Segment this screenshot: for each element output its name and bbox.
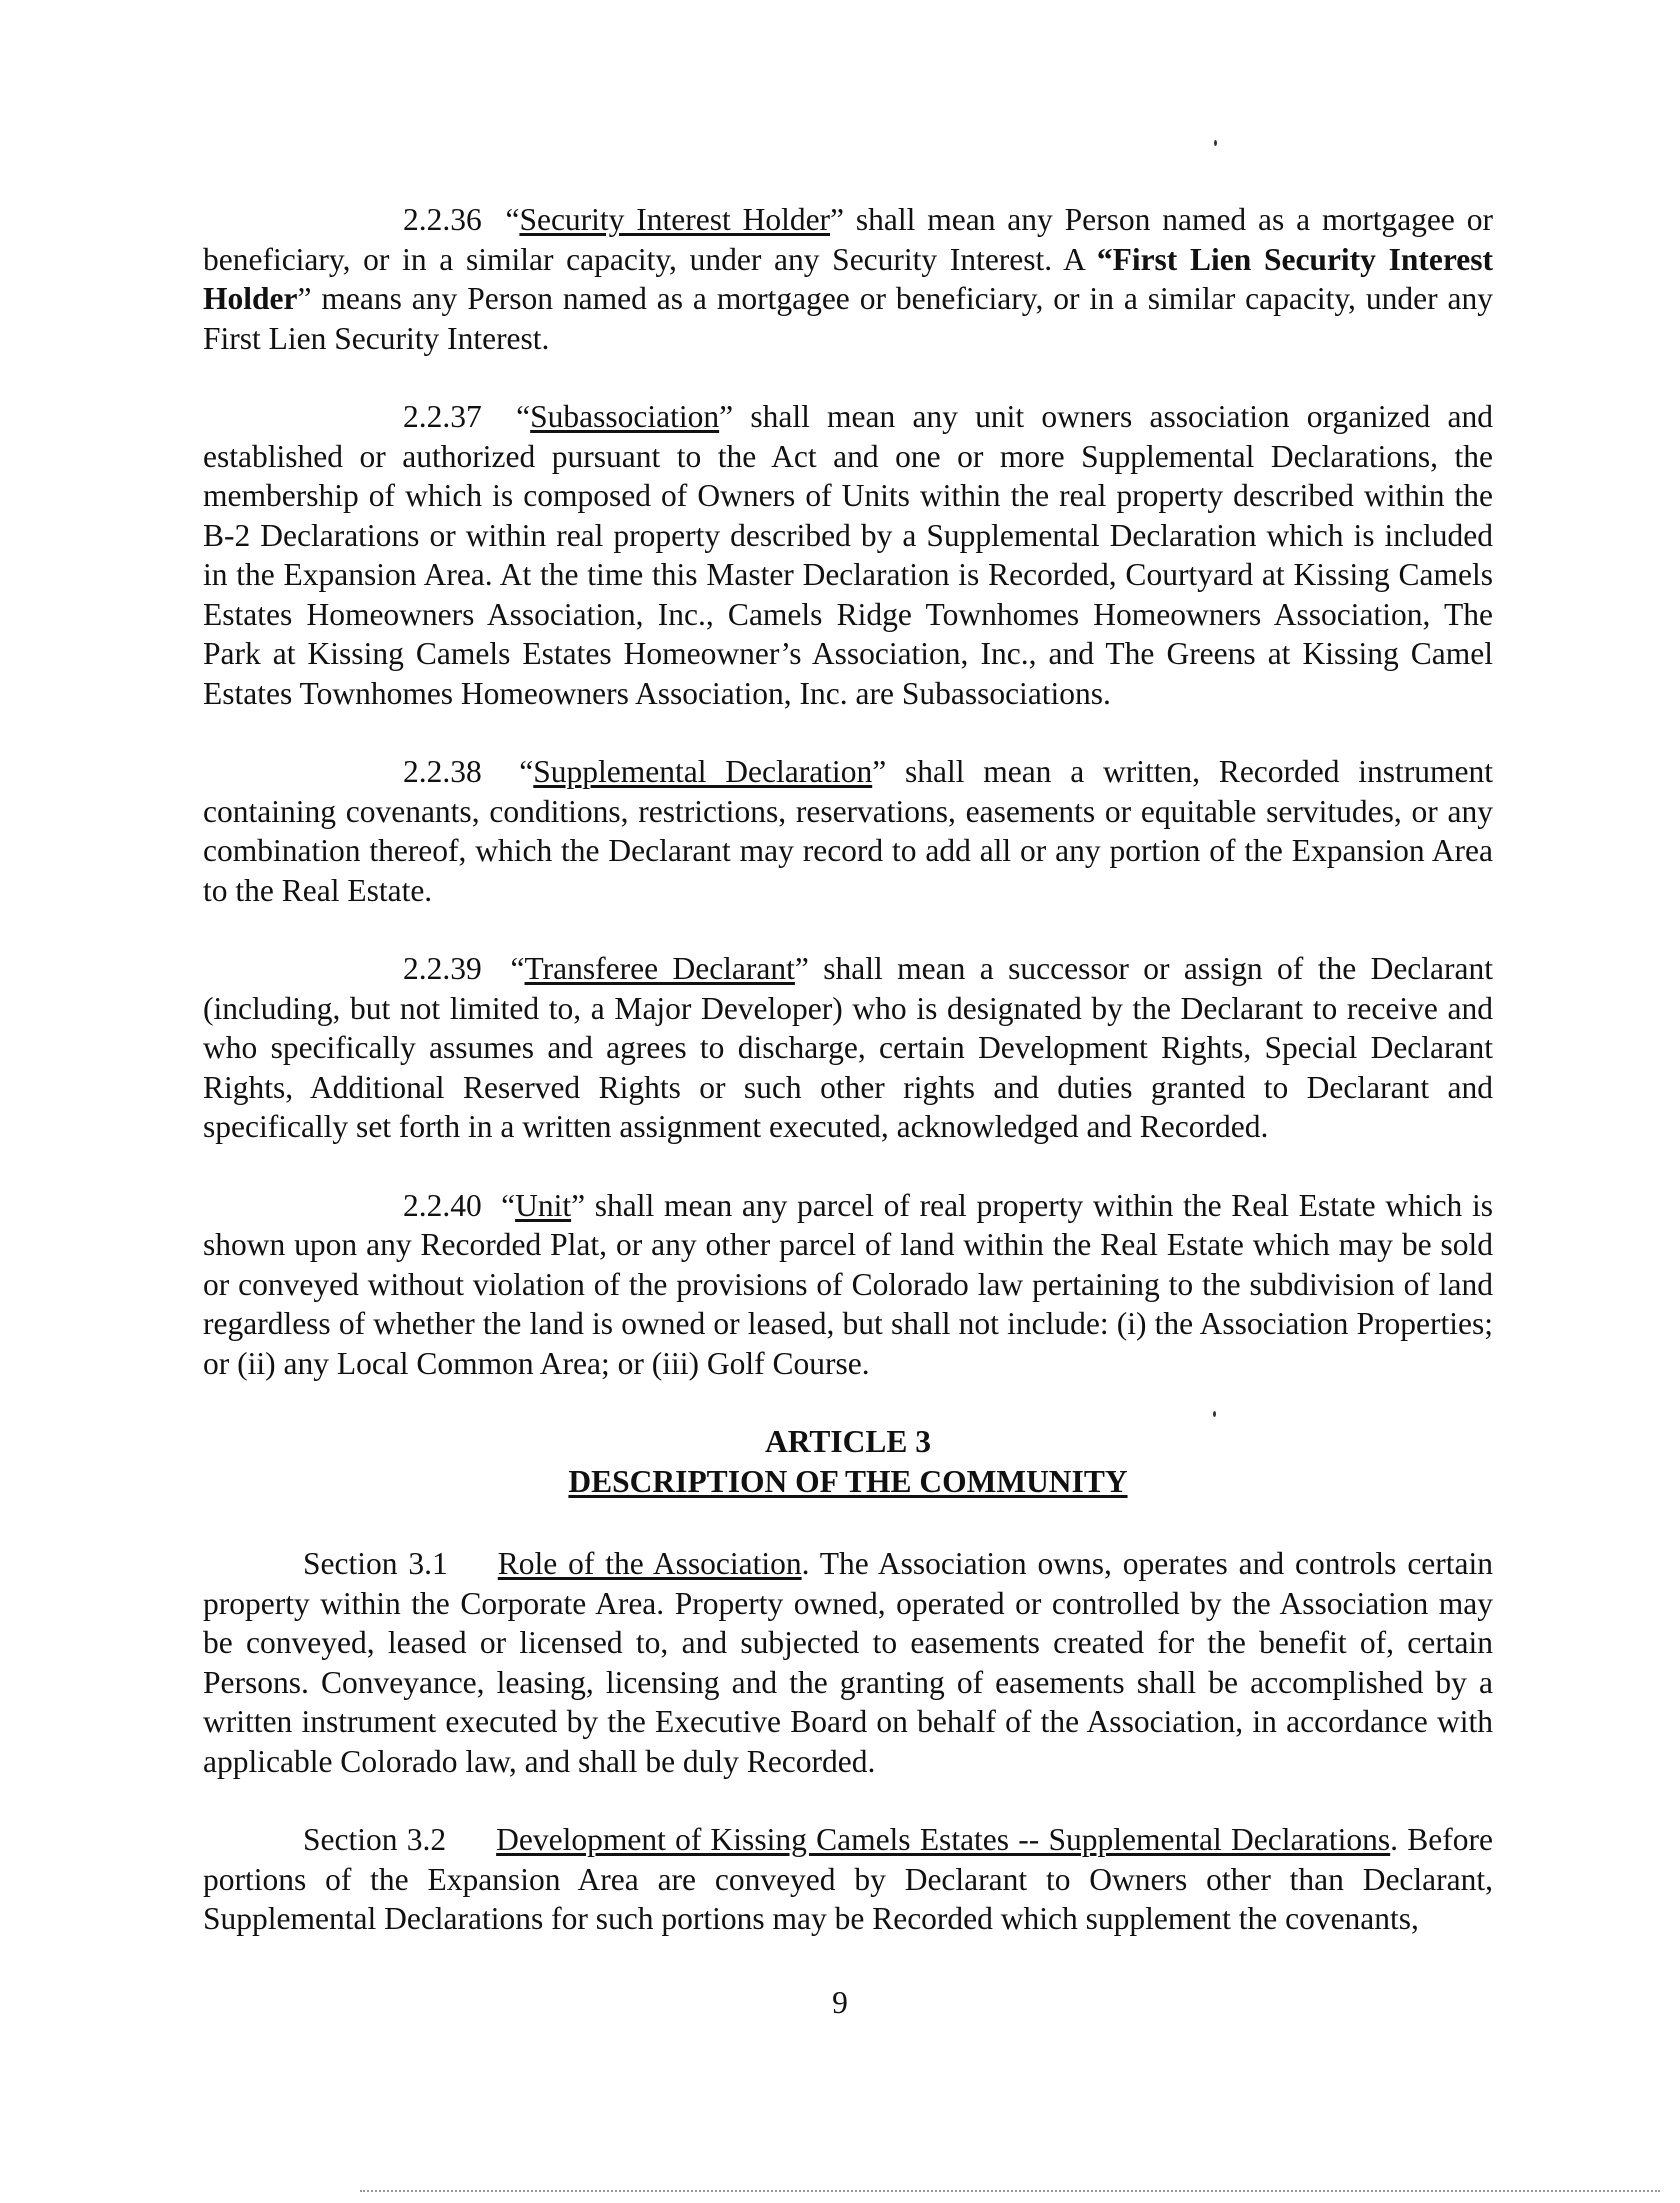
defined-term: Supplemental Declaration <box>533 754 873 789</box>
defined-term: Transferee Declarant <box>524 951 795 986</box>
section-heading: Development of Kissing Camels Estates -- Supplemental Declarations <box>496 1822 1391 1857</box>
definition-2-2-37: 2.2.37 “Subassociation” shall mean any unit owners association organized and established or authorized pursuant to the Act and one or more Supplemental Declarations, the membership of which is composed of Owners of Units within the real property described within the B-2 Declarations or within real property described by a Supplemental Declaration which is included in the Expansion Area. At the time this Master Declaration is Recorded, Courtyard at Kissing Camels Estates Homeowners Association, Inc., Camels Ridge Townhomes Homeowners Association, The Park at Kissing Camels Estates Homeowner’s Association, Inc., and The Greens at Kissing Camel Estates Townhomes Homeowners Association, Inc. are Subassociations. <box>203 399 1493 711</box>
article-number: ARTICLE 3 <box>764 1424 932 1459</box>
document-page <box>203 200 1493 1978</box>
definition-number: 2.2.38 <box>403 754 482 789</box>
definition-2-2-39: 2.2.39 “Transferee Declarant” shall mean a successor or assign of the Declarant (including, but not limited to, a Major Developer) who is designated by the Declarant to receive and who specifically assumes and agrees to discharge, certain Development Rights, Special Declarant Rights, Additional Reserved Rights or such other rights and duties granted to Declarant and specifically set forth in a written assignment executed, acknowledged and Recorded. <box>203 951 1493 1144</box>
definition-2-2-38: 2.2.38 “Supplemental Declaration” shall mean a written, Recorded instrument containing covenants, conditions, restrictions, reservations, easements or equitable servitudes, or any combination thereof, which the Declarant may record to add all or any portion of the Expansion Area to the Real Estate. <box>203 754 1494 908</box>
article-title: DESCRIPTION OF THE COMMUNITY <box>568 1464 1128 1499</box>
section-label: Section 3.2 <box>303 1822 447 1857</box>
definition-number: 2.2.40 <box>403 1187 482 1223</box>
definition-2-2-40: 2.2.40 “Unit” shall mean any parcel of real property within the Real Estate which is shown upon any Recorded Plat, or any other parcel of land within the Real Estate which may be sold or conveyed without violation of the provisions of Colorado law pertaining to the subdivision of land regardless of whether the land is owned or leased, but shall not include: (i) the Association Properties; or (ii) any Local Common Area; or (iii) Golf Course. <box>203 1187 1493 1381</box>
defined-term: Security Interest Holder <box>519 202 831 237</box>
defined-term: Subassociation <box>530 399 720 434</box>
definition-number: 2.2.39 <box>403 951 482 986</box>
definition-number: 2.2.36 <box>403 202 482 237</box>
section-3-2: Section 3.2 Development of Kissing Camels Estates -- Supplemental Declarations. Before portions of the Expansion Area are conveyed by Declarant to Owners other than Declarant, Supplemental Declarations for such portions may be Recorded which supplement the covenants, <box>203 1822 1493 1936</box>
bold-defined-term: First Lien Security Interest Holder <box>203 241 1493 316</box>
defined-term: Unit <box>515 1187 572 1223</box>
scan-speck <box>1214 140 1217 146</box>
article-heading <box>203 1422 1493 1502</box>
definition-2-2-36: 2.2.36 “Security Interest Holder” shall mean any Person named as a mortgagee or beneficiary, or in a similar capacity, under any Security Interest. A “First Lien Security Interest Holder” means any Person named as a mortgagee or beneficiary, or in a similar capacity, under any First Lien Security Interest. <box>203 202 1493 356</box>
scan-footer-artifact <box>360 2190 1660 2196</box>
page-number: 9 <box>832 1985 848 2020</box>
section-3-1: Section 3.1 Role of the Association. The Association owns, operates and controls certain property within the Corporate Area. Property owned, operated or controlled by the Association may be conveyed, leased or licensed to, and subjected to easements created for the benefit of, certain Persons. Conveyance, leasing, licensing and the granting of easements shall be accomplished by a written instrument executed by the Executive Board on behalf of the Association, in accordance with applicable Colorado law, and shall be duly Recorded. <box>203 1546 1494 1779</box>
section-heading: Role of the Association <box>497 1546 802 1581</box>
definition-number: 2.2.37 <box>403 399 482 434</box>
section-label: Section 3.1 <box>303 1546 448 1581</box>
